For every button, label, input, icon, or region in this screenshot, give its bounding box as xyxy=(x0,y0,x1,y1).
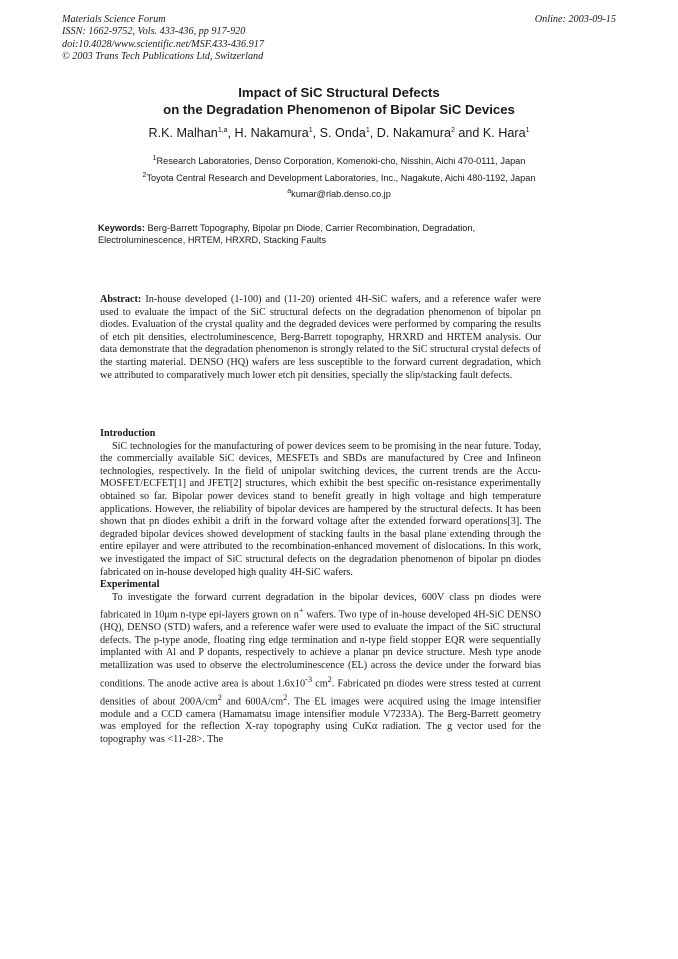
keywords xyxy=(98,222,563,246)
author-affiliation-mark: 1 xyxy=(525,126,530,134)
abstract-text: In-house developed (1-100) and (11-20) oriented 4H-SiC wafers, and a reference wafer were used to evaluate the impact of the SiC structural defects on the degradation phenomenon of bipolar pn diodes. Evaluation of the crystal quality and the degraded devices were performed by comparing the results of etch pit densities, electroluminescence, Berg-Barrett topography, HRXRD and HRTEM analysis. Our data demonstrate that the degradation phenomenon is strongly related to the SiC structural crystal defects of the starting material. DENSO (HQ) wafers are less susceptible to the forward current degradation, which we attributed to comparatively much lower etch pit densities, specially the slip/stacking fault defects. xyxy=(100,294,541,381)
author-separator: , xyxy=(227,126,235,140)
abstract-label: Abstract: xyxy=(100,294,142,305)
author-separator: , xyxy=(312,126,320,140)
keywords-text: Berg-Barrett Topography, Bipolar pn Diode, Carrier Recombination, Degradation, Electroluminescence, HRTEM, HRXRD, Stacking Faults xyxy=(98,223,476,245)
abstract xyxy=(100,294,541,382)
author: S. Onda xyxy=(319,126,366,140)
introduction-text: SiC technologies for the manufacturing of power devices seem to be promising in the near future. Today, the commercially available SiC devices, MESFETs and SBDs are manufactured by Cree and Infineon technologies, respectively. In the field of unipolar switching devices, the current trends are the Accu-MOSFET/ECFET[1] and JFET[2] structures, which exhibit the best specific on-resistance experimentally obtained so far. Bipolar power devices stand to benefit greatly in high voltage and high temperature applications. However, the reliability of bipolar devices are hampered by the structural defects. It has been shown that pn diodes exhibit a drift in the forward voltage after the extended forward operations[3]. The degraded bipolar devices showed development of stacking faults in the basal plane extending through the entire epilayer and were attributed to the recombination-enhanced movement of dislocations. In this work, we investigated the impact of SiC structural defects on the degradation phenomenon of bipolar pn diodes fabricated on in-house developed high quality 4H-SiC wafers. xyxy=(100,440,541,578)
introduction-heading: Introduction xyxy=(100,428,156,439)
author-affiliation-mark: 1 xyxy=(365,126,370,134)
affiliation-2: $^2$Toyota Central Research and Development Laboratories, Inc., Nagakute, Aichi 480-1192, Japan xyxy=(142,172,536,184)
author-separator: and xyxy=(454,126,483,140)
author: R.K. Malhan xyxy=(148,126,218,140)
author-list xyxy=(40,126,638,140)
journal-issn: ISSN: 1662-9752, Vols. 433-436, pp 917-920 xyxy=(62,26,246,38)
online-date: Online: 2003-09-15 xyxy=(534,14,616,25)
author-affiliation-mark: 2 xyxy=(450,126,455,134)
body-text xyxy=(100,428,541,746)
author-affiliation-mark: 1,a xyxy=(217,126,228,134)
experimental-heading: Experimental xyxy=(100,579,160,591)
journal-header xyxy=(62,14,264,64)
keywords-label: Keywords: xyxy=(98,223,145,233)
experimental-text: To investigate the forward current degradation in the bipolar devices, 600V class pn diodes were fabricated in 10μm n-type epi-layers grown on n+ wafers. Two type of in-house developed 4H-SiC DENSO (HQ), DENSO (STD) wafers, and a reference wafer were used to evaluate the impact of the SiC structural defects. The p-type anode, floating ring edge termination and n-type field stopper EQR were sequentially implanted with Al and P dopants, respectively to achieve a planar pn device structure. Mesh type anode metallization was used to observe the electroluminescence (EL) across the device under the forward bias conditions. The anode active area is about $1.6x10^{-3}$ $cm^2$. Fabricated pn diodes were stress tested at current densities of about $200A/cm^2$ and $600A/cm^2$. The EL images were acquired using the image intensifier module and a CCD camera (Hamamatsu image intensifier module V7233A). The Berg-Barrett geometry was employed for the reflection X-ray topography using CuKα radiation. The g vector used for the topography was <11-28>. The xyxy=(100,591,542,745)
affiliation-1: $^1$Research Laboratories, Denso Corporation, Komenoki-cho, Nisshin, Aichi 470-0111, Japan xyxy=(152,155,526,167)
title-line-2: on the Degradation Phenomenon of Bipolar SiC Devices xyxy=(163,101,515,117)
journal-copyright: © 2003 Trans Tech Publications Ltd, Switzerland xyxy=(62,51,264,63)
author-affiliation-mark: 1 xyxy=(308,126,313,134)
author-email: $^a$kumar@rlab.denso.co.jp xyxy=(287,188,391,200)
journal-name: Materials Science Forum xyxy=(62,14,166,25)
author: K. Hara xyxy=(482,126,526,140)
title-line-1: Impact of SiC Structural Defects xyxy=(238,85,440,100)
paper-title xyxy=(40,85,638,118)
author: H. Nakamura xyxy=(234,126,309,140)
author-separator: , xyxy=(369,126,377,140)
author: D. Nakamura xyxy=(376,126,451,140)
journal-doi: doi:10.4028/www.scientific.net/MSF.433-436.917 xyxy=(62,38,264,50)
